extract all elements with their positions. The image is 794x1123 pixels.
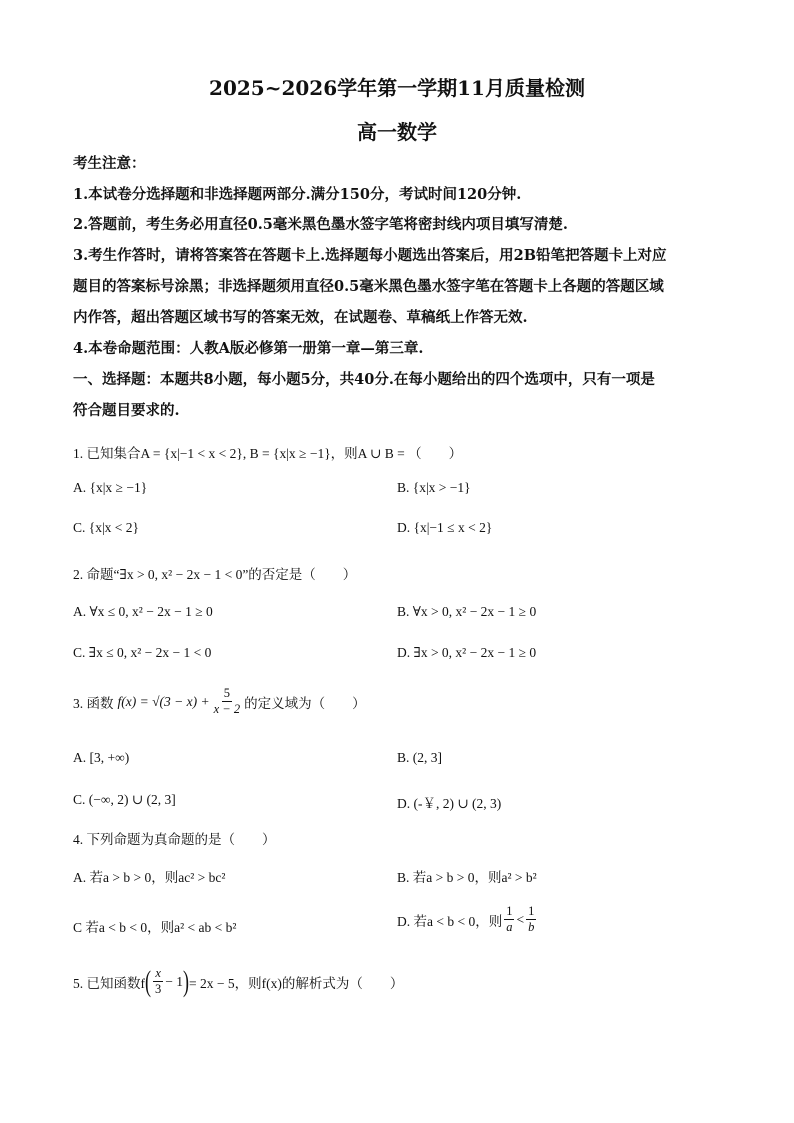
question-5-denominator: 3 [155,982,162,996]
question-3-prefix: 3. 函数 [73,695,114,711]
section-heading: 一、选择题：本题共8小题，每小题5分，共40分.在每小题给出的四个选项中，只有一项是 [73,371,655,388]
question-3-numerator: 5 [223,686,230,700]
question-5-fraction [153,966,163,997]
question-1-option-a: A. {x|x ≥ −1} [73,480,148,495]
exam-title: 2025~2026学年第一学期11月质量检测 [209,76,585,100]
question-2-option-c: C. ∃x ≤ 0, x² − 2x − 1 < 0 [73,645,212,660]
question-4-option-d-frac1 [504,904,514,935]
question-4-option-c: C 若a < b < 0，则a² < ab < b² [73,920,237,935]
exam-subject: 高一数学 [357,120,437,144]
question-3-option-b: B. (2, 3] [397,750,442,765]
question-3-stem [73,686,366,717]
question-4-option-d-den1: a [506,920,513,934]
question-5-prefix: 5. 已知函数f [73,975,145,991]
question-4-option-d-den2: b [528,920,535,934]
question-3-fraction [212,686,242,717]
notice-item-2: 2.答题前，考生务必用直径0.5毫米黑色墨水签字笔将密封线内项目填写清楚. [73,216,568,233]
question-4-option-d-num2: 1 [528,904,535,918]
question-3-suffix: 的定义域为（ ） [244,695,366,711]
question-5-left-paren: ( [145,964,151,998]
question-2-option-d: D. ∃x > 0, x² − 2x − 1 ≥ 0 [397,645,537,660]
question-5-numerator: x [155,966,161,980]
question-2-stem: 2. 命题“∃x > 0, x² − 2x − 1 < 0”的否定是（ ） [73,567,357,582]
question-1-option-d: D. {x|−1 ≤ x < 2} [397,520,493,535]
question-4-option-a: A. 若a > b > 0，则ac² > bc² [73,870,226,885]
question-3-option-c: C. (−∞, 2) ∪ (2, 3] [73,792,176,807]
question-1-option-c: C. {x|x < 2} [73,520,140,535]
section-heading-cont: 符合题目要求的. [73,402,180,419]
question-1-stem: 1. 已知集合A = {x|−1 < x < 2}, B = {x|x ≥ −1}，则A ∪ B = （ ） [73,446,463,461]
question-5-stem [73,966,403,997]
question-4-option-d-frac2 [526,904,536,935]
question-5-right-paren: ) [183,964,189,998]
notice-heading: 考生注意： [73,155,146,172]
question-1-option-b: B. {x|x > −1} [397,480,471,495]
notice-item-1: 1.本试卷分选择题和非选择题两部分.满分150分，考试时间120分钟. [73,186,522,203]
question-3-option-a: A. [3, +∞) [73,750,130,765]
question-4-option-d-prefix: D. 若a < b < 0，则 [397,913,503,929]
notice-item-4: 4.本卷命题范围：人教A版必修第一册第一章—第三章. [73,340,424,357]
question-4-stem: 4. 下列命题为真命题的是（ ） [73,832,276,847]
question-4-option-d-num1: 1 [506,904,513,918]
question-2-option-a: A. ∀x ≤ 0, x² − 2x − 1 ≥ 0 [73,604,213,619]
question-2-option-b: B. ∀x > 0, x² − 2x − 1 ≥ 0 [397,604,537,619]
notice-item-3-cont: 题目的答案标号涂黑；非选择题须用直径0.5毫米黑色墨水签字笔在答题卡上各题的答题区域 [73,278,664,295]
notice-item-3-cont2: 内作答，超出答题区域书写的答案无效，在试题卷、草稿纸上作答无效. [73,309,528,326]
question-3-option-d: D. (-￥, 2) ∪ (2, 3) [397,796,502,811]
notice-item-3: 3.考生作答时，请将答案答在答题卡上.选择题每小题选出答案后，用2B铅笔把答题卡上对应 [73,247,667,264]
question-5-mid: − 1 [165,973,183,989]
question-4-option-b: B. 若a > b > 0，则a² > b² [397,870,537,885]
question-3-denominator: x − 2 [213,702,241,716]
question-5-suffix: = 2x − 5，则f(x)的解析式为（ ） [189,975,404,991]
question-4-option-d-lt: < [516,911,525,927]
question-4-option-d [397,904,538,935]
question-3-function: f(x) = √(3 − x) + [117,693,210,709]
